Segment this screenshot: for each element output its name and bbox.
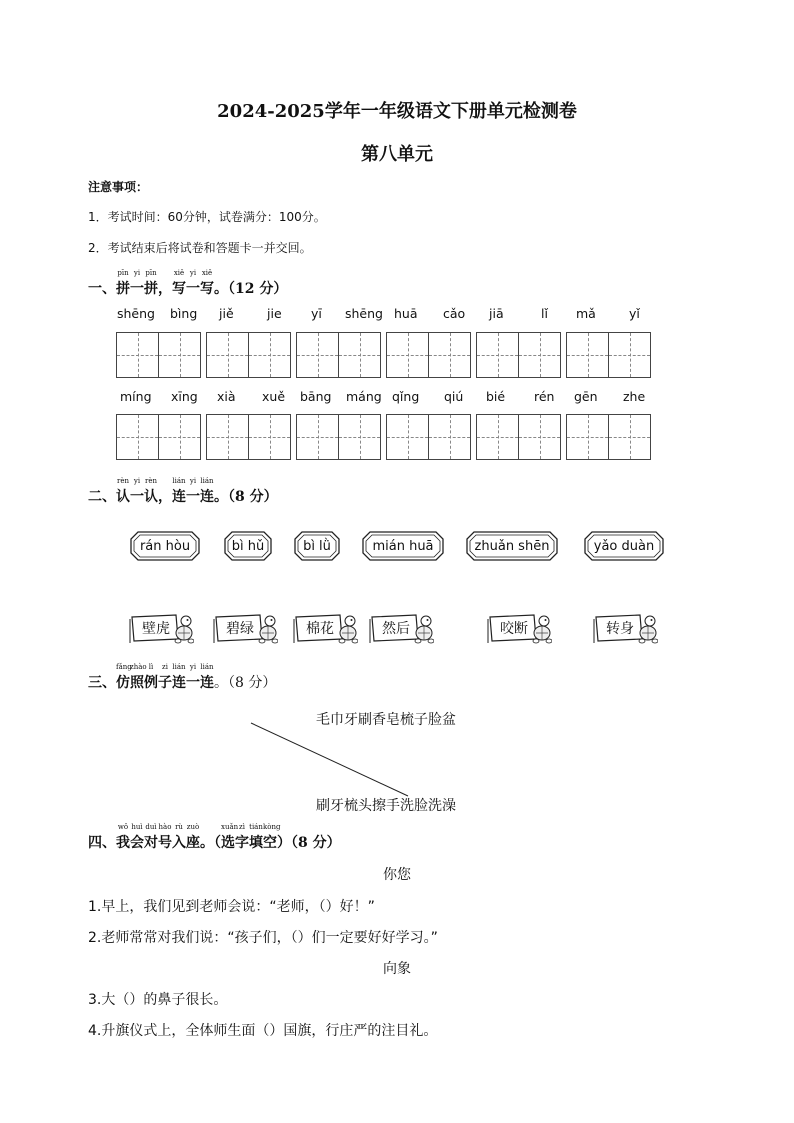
notes-heading: 注意事项： xyxy=(88,180,149,194)
word-card-label: 壁虎 xyxy=(142,621,170,637)
heading-char-pinyin: yi xyxy=(133,477,141,485)
heading-char: 一 yi xyxy=(186,477,200,505)
pinyin-syllable: bāng xyxy=(300,389,332,404)
heading-char: 会 huì xyxy=(130,823,144,851)
pinyin-syllable: cǎo xyxy=(443,306,466,321)
pinyin-syllable: zhe xyxy=(623,389,646,404)
pinyin-syllable: bié xyxy=(486,389,506,404)
heading-char-pinyin: xiě xyxy=(201,269,213,277)
heading-char-pinyin: xiě xyxy=(173,269,185,277)
question-1: 1.早上，我们见到老师会说：“老师，（）好！” xyxy=(88,899,375,915)
section-number: 三、 xyxy=(88,675,116,691)
pinyin-syllable: bìng xyxy=(170,306,198,321)
pinyin-syllable: lǐ xyxy=(541,306,548,321)
choice-option-1: 你您 xyxy=(383,867,411,883)
pinyin-syllable: xuě xyxy=(262,389,286,404)
section-number: 一、 xyxy=(88,281,116,297)
heading-char-pinyin: huì xyxy=(131,823,143,831)
heading-char-pinyin: rèn xyxy=(117,477,129,485)
word-card-label: 然后 xyxy=(382,621,410,637)
heading-char: 一 yi xyxy=(186,663,200,691)
heading-char-pinyin: duì xyxy=(145,823,157,831)
pinyin-syllable: gēn xyxy=(574,389,598,404)
pinyin-syllable: jie xyxy=(267,306,282,321)
heading-char-pinyin: hào xyxy=(158,823,172,831)
heading-char: 写 xiě xyxy=(200,269,214,297)
heading-char: 我 wǒ xyxy=(116,823,130,851)
tag-label: mián huā xyxy=(372,538,434,554)
tag-label: yǎo duàn xyxy=(593,538,655,554)
word-card-label: 棉花 xyxy=(306,621,334,637)
pinyin-syllable: yī xyxy=(311,306,322,321)
heading-char-pinyin: xuǎn xyxy=(221,823,239,831)
heading-char-pinyin: yi xyxy=(189,663,197,671)
heading-char: 选 xuǎn xyxy=(221,823,239,851)
section-number: 四、 xyxy=(88,835,116,851)
pinyin-syllable: yǐ xyxy=(629,306,640,321)
section-score: 。（8 分） xyxy=(214,489,278,505)
question-3: 3.大（）的鼻子很长。 xyxy=(88,992,228,1008)
heading-char: 号 hào xyxy=(158,823,172,851)
heading-char-pinyin: lián xyxy=(200,663,214,671)
word-card-label: 咬断 xyxy=(500,621,528,637)
tag-label: zhuǎn shēn xyxy=(474,538,550,554)
heading-char-pinyin: wǒ xyxy=(117,823,129,831)
heading-char: 连 lián xyxy=(172,663,186,691)
heading-char: 一 yi xyxy=(130,477,144,505)
pinyin-syllable: míng xyxy=(120,389,152,404)
heading-char-pinyin: yi xyxy=(189,269,197,277)
pinyin-syllable: jiā xyxy=(489,306,504,321)
pinyin-syllable: shēng xyxy=(345,306,383,321)
objects-row: 毛巾牙刷香皂梳子脸盆 xyxy=(316,712,456,728)
pinyin-syllable: xīng xyxy=(171,389,198,404)
pinyin-syllable: qiú xyxy=(444,389,464,404)
note-item: 1．考试时间：60分钟，试卷满分：100分。 xyxy=(88,210,326,224)
heading-char: 仿 fǎng xyxy=(116,663,132,691)
heading-char-pinyin: pīn xyxy=(145,269,157,277)
tag-label: bì lǜ xyxy=(303,538,331,554)
heading-char-pinyin: pīn xyxy=(117,269,129,277)
heading-char: 。（ xyxy=(200,835,221,851)
unit-subtitle: 第八单元 xyxy=(361,144,433,165)
heading-char-pinyin: rù xyxy=(175,823,183,831)
heading-char: 认 rèn xyxy=(144,477,158,505)
question-4: 4.升旗仪式上，全体师生面（）国旗，行庄严的注目礼。 xyxy=(88,1023,438,1039)
heading-char-pinyin: lián xyxy=(172,663,186,671)
heading-char-pinyin: lián xyxy=(200,477,214,485)
heading-char: 子 zi xyxy=(158,663,172,691)
pinyin-syllable: jiě xyxy=(219,306,234,321)
pinyin-syllable: máng xyxy=(346,389,382,404)
section-4-heading xyxy=(88,823,341,852)
note-item: 2．考试结束后将试卷和答题卡一并交回。 xyxy=(88,241,312,255)
heading-char: 座 zuò xyxy=(186,823,200,851)
heading-char-pinyin: yi xyxy=(189,477,197,485)
heading-char-pinyin: yi xyxy=(133,269,141,277)
heading-char-pinyin: lián xyxy=(172,477,186,485)
heading-char-pinyin: zuò xyxy=(186,823,200,831)
heading-char-pinyin: tián xyxy=(249,823,263,831)
section-number: 二、 xyxy=(88,489,116,505)
heading-char: 连 lián xyxy=(200,477,214,505)
heading-char-pinyin: lì xyxy=(148,663,154,671)
heading-char: 填 tián xyxy=(249,823,263,851)
heading-char: 对 duì xyxy=(144,823,158,851)
section-score: 。（12 分） xyxy=(214,281,288,297)
heading-char-pinyin: fǎng xyxy=(116,663,132,671)
word-card-label: 碧绿 xyxy=(226,621,254,637)
heading-char: 写 xiě xyxy=(172,269,186,297)
heading-char: 连 lián xyxy=(172,477,186,505)
actions-row: 刷牙梳头擦手洗脸洗澡 xyxy=(316,798,456,814)
tag-label: bì hǔ xyxy=(231,538,265,554)
choice-option-2: 向象 xyxy=(383,961,411,977)
heading-char: 一 yi xyxy=(186,269,200,297)
heading-char: 字 zì xyxy=(235,823,249,851)
section-score: ）（8 分） xyxy=(277,835,341,851)
pinyin-syllable: qǐng xyxy=(392,389,420,404)
heading-char-pinyin: zi xyxy=(162,663,168,671)
tag-label: rán hòu xyxy=(139,538,191,554)
heading-char: 拼 pīn xyxy=(144,269,158,297)
heading-char: 照 zhào xyxy=(130,663,147,691)
heading-char: 认 rèn xyxy=(116,477,130,505)
page-title: 2024-2025学年一年级语文下册单元检测卷 xyxy=(217,101,577,122)
heading-char: 入 rù xyxy=(172,823,186,851)
word-card-label: 转身 xyxy=(606,621,634,637)
heading-char: 拼 pīn xyxy=(116,269,130,297)
heading-char: ， xyxy=(158,281,172,297)
heading-char-pinyin: zhào xyxy=(130,663,147,671)
pinyin-syllable: shēng xyxy=(117,306,155,321)
heading-char: 连 lián xyxy=(200,663,214,691)
heading-char: 一 yi xyxy=(130,269,144,297)
heading-char-pinyin: zì xyxy=(239,823,245,831)
pinyin-syllable: mǎ xyxy=(576,306,596,321)
section-score: 。（8 分） xyxy=(214,675,277,691)
heading-char-pinyin: rèn xyxy=(145,477,157,485)
heading-char: 例 lì xyxy=(144,663,158,691)
heading-char-pinyin: kòng xyxy=(263,823,281,831)
pinyin-syllable: huā xyxy=(394,306,418,321)
question-2: 2.老师常常对我们说：“孩子们，（）们一定要好好学习。” xyxy=(88,930,438,946)
heading-char: 空 kòng xyxy=(263,823,281,851)
heading-char: ， xyxy=(158,489,172,505)
pinyin-syllable: xià xyxy=(217,389,236,404)
pinyin-syllable: rén xyxy=(534,389,555,404)
